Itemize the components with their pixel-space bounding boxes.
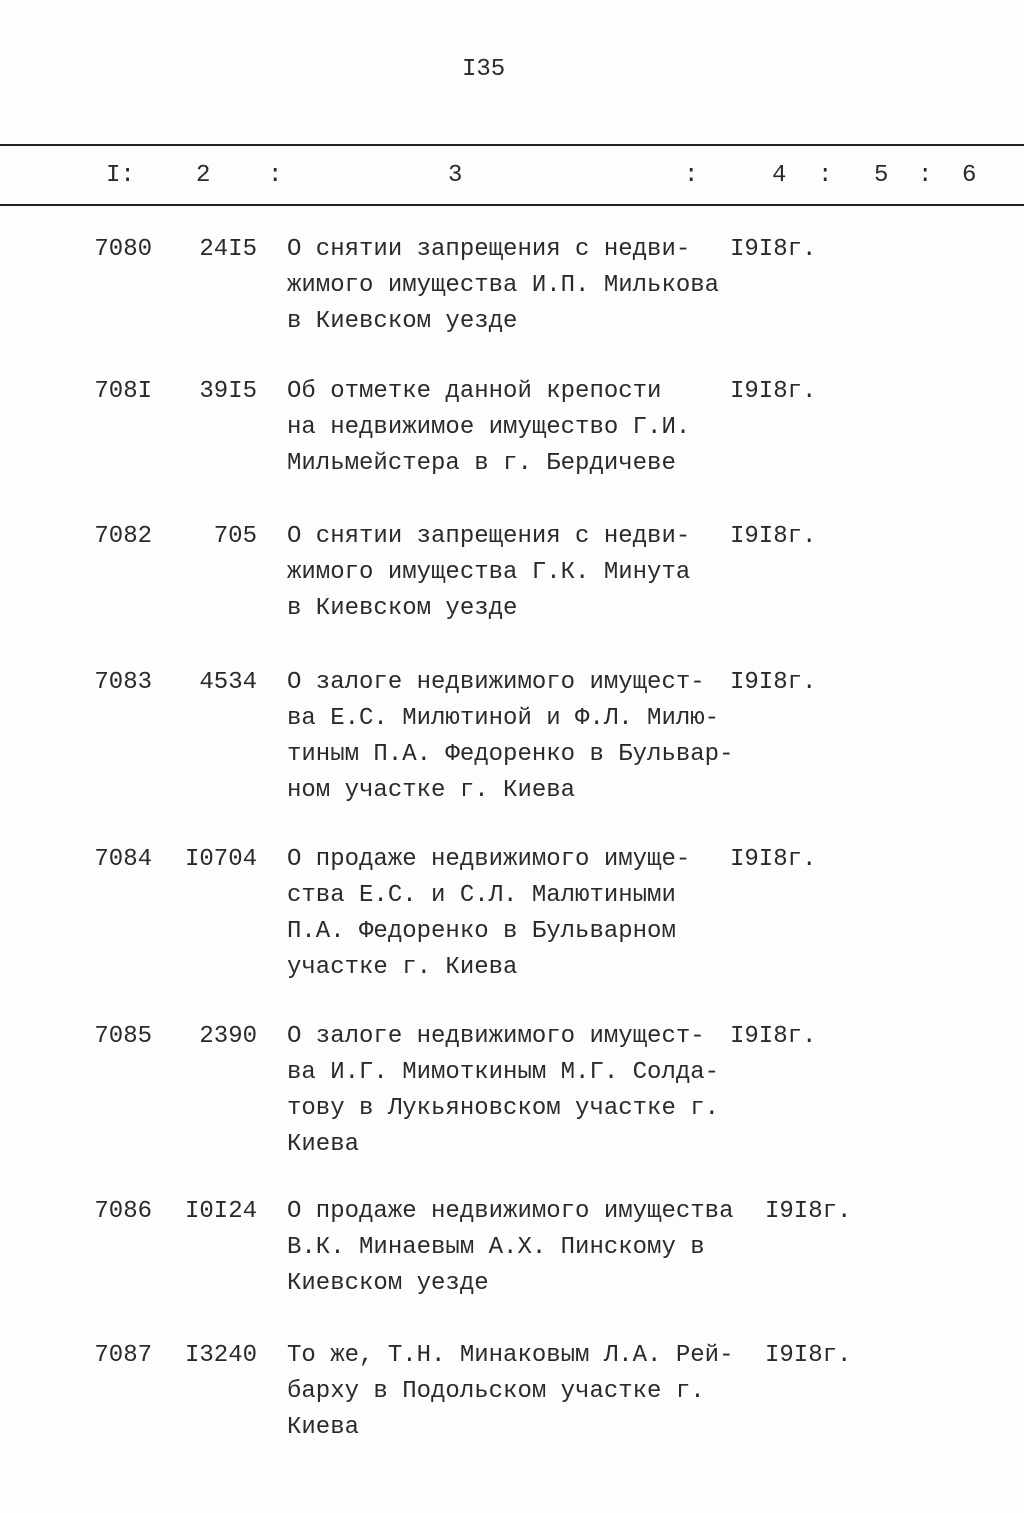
header-sep: : — [818, 162, 833, 189]
description-line: ства Е.С. и С.Л. Малютиными — [287, 882, 676, 909]
header-sep: : — [918, 162, 933, 189]
description-line: в Киевском уезде — [287, 595, 518, 622]
description-line: О продаже недвижимого имущества — [287, 1198, 734, 1225]
description-line: П.А. Федоренко в Бульварном — [287, 918, 676, 945]
description-line: Об отметке данной крепости — [287, 378, 662, 405]
file-number: I0I24 — [184, 1198, 257, 1225]
record-number: 7083 — [94, 669, 152, 696]
record-number: 7087 — [94, 1342, 152, 1369]
record-year: I9I8г. — [730, 523, 817, 550]
description-line: участке г. Киева — [287, 954, 518, 981]
header-col-3: 3 — [448, 162, 463, 189]
header-col-5: 5 — [874, 162, 889, 189]
record-year: I9I8г. — [730, 378, 817, 405]
header-sep: : — [684, 162, 699, 189]
description-line: жимого имущества И.П. Милькова — [287, 272, 720, 299]
description-line: ва И.Г. Мимоткиным М.Г. Солда- — [287, 1059, 720, 1086]
record-year: I9I8г. — [730, 1023, 817, 1050]
record-year: I9I8г. — [765, 1198, 852, 1225]
page-number: I35 — [462, 56, 506, 83]
record-number: 708I — [94, 378, 152, 405]
header-sep: : — [268, 162, 283, 189]
description-line: ва Е.С. Милютиной и Ф.Л. Милю- — [287, 705, 720, 732]
header-top-rule — [0, 144, 1024, 146]
description-line: на недвижимое имущество Г.И. — [287, 414, 691, 441]
file-number: 705 — [213, 523, 257, 550]
description-line: То же, Т.Н. Минаковым Л.А. Рей- — [287, 1342, 734, 1369]
description-line: жимого имущества Г.К. Минута — [287, 559, 691, 586]
record-number: 7080 — [94, 236, 152, 263]
header-col-4: 4 — [772, 162, 787, 189]
header-bottom-rule — [0, 204, 1024, 206]
description-line: О снятии запрещения с недви- — [287, 523, 691, 550]
file-number: 4534 — [199, 669, 257, 696]
description-line: барху в Подольском участке г. — [287, 1378, 705, 1405]
file-number: 2390 — [199, 1023, 257, 1050]
description-line: О залоге недвижимого имущест- — [287, 669, 705, 696]
description-line: в Киевском уезде — [287, 308, 518, 335]
header-col-6: 6 — [962, 162, 977, 189]
description-line: тову в Лукьяновском участке г. — [287, 1095, 720, 1122]
file-number: 39I5 — [199, 378, 257, 405]
description-line: В.К. Минаевым А.Х. Пинскому в — [287, 1234, 705, 1261]
description-line: тиным П.А. Федоренко в Бульвар- — [287, 741, 734, 768]
record-number: 7086 — [94, 1198, 152, 1225]
header-col-2: 2 — [196, 162, 211, 189]
description-line: О залоге недвижимого имущест- — [287, 1023, 705, 1050]
description-line: Киева — [287, 1131, 360, 1158]
record-number: 7085 — [94, 1023, 152, 1050]
file-number: I3240 — [184, 1342, 257, 1369]
record-number: 7082 — [94, 523, 152, 550]
file-number: I0704 — [184, 846, 257, 873]
description-line: О продаже недвижимого имуще- — [287, 846, 691, 873]
description-line: О снятии запрещения с недви- — [287, 236, 691, 263]
record-year: I9I8г. — [765, 1342, 852, 1369]
record-year: I9I8г. — [730, 846, 817, 873]
record-number: 7084 — [94, 846, 152, 873]
header-col-1: I: — [106, 162, 135, 189]
description-line: Киева — [287, 1414, 360, 1441]
record-year: I9I8г. — [730, 669, 817, 696]
record-year: I9I8г. — [730, 236, 817, 263]
description-line: Мильмейстера в г. Бердичеве — [287, 450, 676, 477]
description-line: ном участке г. Киева — [287, 777, 576, 804]
file-number: 24I5 — [199, 236, 257, 263]
description-line: Киевском уезде — [287, 1270, 489, 1297]
